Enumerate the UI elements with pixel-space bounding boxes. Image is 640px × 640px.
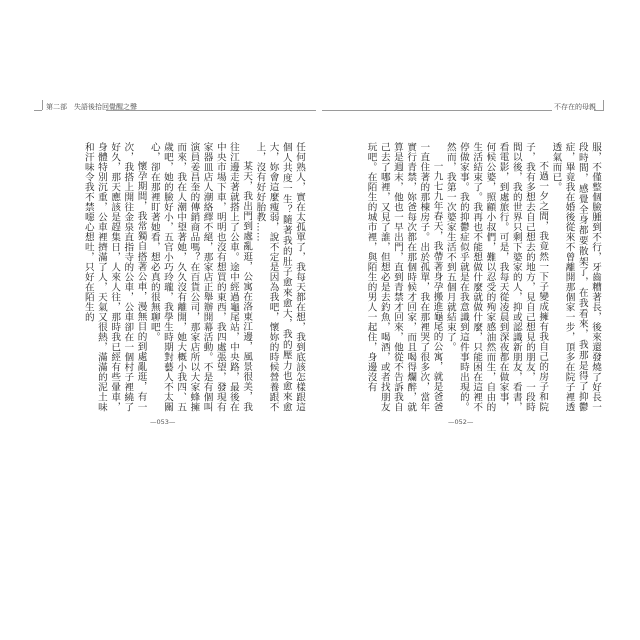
page-number: —053—	[150, 418, 176, 426]
header-rule	[322, 110, 552, 111]
header-tick	[42, 100, 43, 110]
left-page	[34, 100, 316, 426]
page-number: —052—	[448, 418, 474, 426]
header-tick	[603, 100, 604, 110]
page-body-text	[44, 142, 306, 412]
part-label: 第二部	[46, 103, 67, 111]
paragraph: 任何熟人，實在太孤單了，我每天都在想，我到底該怎樣跟這個人共度一生？隨著我的肚子愈來愈大，我的壓力也愈來愈大，妳會這麼瘦弱，說不定是因為我吧，懷妳的時候營養跟不上，沒有好好胎教……	[254, 142, 305, 412]
paragraph: 某天，我出門到處亂逛，公寓在洛東江邊，風景很美，我往江邊走著就搭上了公車。途中經過龜尾站，中央路，最後在中央市場下車，明明也沒有想買的東西，我四處張望，發現有家器皿店人潮絡繹不絕，那家店正舉辦開幕活動。不是有個叫演員姜昌奎的傳銷商品嗎？在百貨公司，那家店所以大家蜂擁而來，我在人潮中望著她，久久沒有離開，她大概小我四、五歲吧，她的臉好小，五官小巧玲瓏，我學生時期對藝人不太關心，卻在那裡盯著她看，想必真的很無聊吧。	[148, 142, 253, 412]
paragraph: 服，不僅整個臉腫到不行，牙齒糟著長，後來還發燒了好長一段時間，感覺全身都要散架了，在我看來，我那是得了抑鬱症，畢竟我在婚後從來不曾離開那個家一步，頂多在院子裡透透氣而已。	[550, 142, 601, 412]
paragraph: 懷孕期間，我常獨自搭著公車，漫無目的到處亂逛，有一次，我搭上開往金泉直指寺的公車，公車卻在一個村子裡繞了好久，那天應該是趕集日，人來人往，那時我已經有些暈車，身體特別沉重，公車裡擠滿了人，天氣又很熱，滿滿的泥土味和汗味令我不禁噁心想吐，只好在陌生的	[82, 142, 147, 412]
paragraph: 不過一夕之間，我竟然一下子變成擁有我自己的房子和院子，我有多想去自己想去的地方，見自己想見的朋友，一段時間以後，我的世界只剩下婆家的人，抑或認識新朋友，看書，看電影，到處旅行。可是，我每天從凌晨到深夜都在做家事，何候公婆，照顧小叔們，難以忍受的殉家感油然而生，自由的生活結束了。我再也不能想做什麼就做什麼，只能困在這裡不停做家事。我的抑鬱症似乎就是在我意識到這件事時出現的。然而，我第一次婆家生活不到五個月就結束了。	[444, 142, 549, 412]
right-page	[322, 100, 604, 426]
paragraph: 一九七九年春天，我帶著身孕搬進龜尾的公寓，就是爸爸一直住著的那棟房子。出於孤單，我在那裡哭了很多次，當年實行青禁，妳爸每次都在那個時候才回家，而且喝得爛醉，就算是週末，他也一早出門，直到青禁才回來，他從不告訴我自己去了哪裡，又見了誰，但想必是去釣魚，喝酒，或者找朋友玩吧。在陌生的城市裡，與陌生的男人一起住，身邊沒有	[365, 142, 443, 412]
running-header-title: 不存在的母親	[554, 103, 596, 111]
page-body-text	[340, 142, 602, 412]
header-rule	[34, 110, 42, 111]
header-rule	[106, 110, 316, 111]
running-header-title: 失語後拾回覺醒之聲	[74, 103, 137, 111]
